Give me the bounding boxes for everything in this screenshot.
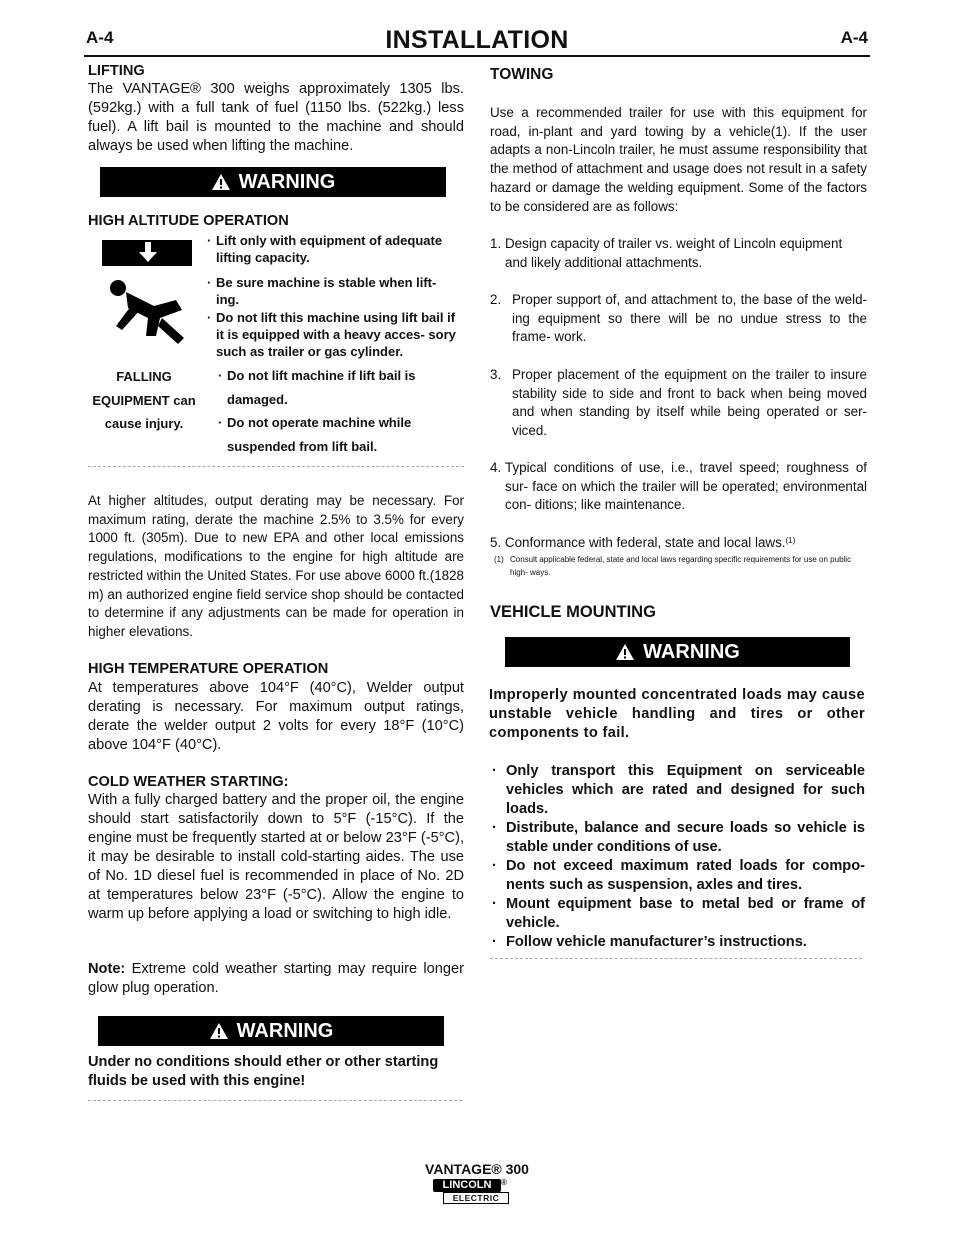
warning-label: WARNING: [238, 170, 336, 193]
section-divider: [490, 958, 862, 959]
icon-caption-line: cause injury.: [104, 416, 184, 431]
page-number-left: A-4: [86, 28, 114, 47]
page-number-right: A-4: [840, 28, 868, 47]
footnote-ref: (1): [785, 536, 796, 545]
page-title: INSTALLATION: [385, 26, 569, 54]
note-text: Extreme cold weather starting may require longer glow plug operation.: [88, 961, 464, 996]
section-divider: [88, 466, 464, 467]
towing-item: 4. Typical conditions of use, i.e., travel speed; roughness of sur- face on which the trailer will be operated; environmental con- ditions; like maintenance.: [490, 460, 867, 513]
vehicle-warning-bullets: [492, 762, 865, 952]
warning-label: WARNING: [643, 640, 740, 663]
towing-item: 5. Conformance with federal, state and local laws.$^{(1)}$: [490, 535, 796, 550]
vehicle-warning-text: Improperly mounted concentrated loads may cause unstable vehicle handling and tires or other components to fail.: [489, 687, 865, 741]
vehicle-mounting-heading: VEHICLE MOUNTING: [490, 603, 656, 621]
towing-item: 1. Design capacity of trailer vs. weight of Lincoln equipment and likely additional attachments.: [490, 236, 843, 270]
list-item: · Do not lift this machine using lift bail if it is equipped with a heavy acces- sory such as trailer or gas cylinder.: [207, 310, 456, 359]
list-item: · Be sure machine is stable when lift- ing.: [207, 275, 437, 307]
lincoln-electric-logo: [433, 1179, 509, 1206]
cold-weather-heading: COLD WEATHER STARTING:: [88, 774, 289, 790]
lifting-warning-bullets: [207, 232, 462, 364]
list-item: · Distribute, balance and secure loads so vehicle is stable under conditions of use.: [492, 820, 865, 855]
list-item: · Do not lift machine if lift bail is damaged.: [218, 368, 416, 407]
logo-bottom: ELECTRIC: [443, 1192, 509, 1204]
icon-caption-line: FALLING: [116, 369, 172, 384]
icon-caption: [88, 365, 200, 436]
logo-registered: ®: [501, 1178, 507, 1187]
towing-item: 2. Proper support of, and attachment to, the base of the weld- ing equipment so there will be no undue stress to the frame- work.: [490, 292, 867, 345]
list-item: · Only transport this Equipment on serviceable vehicles which are rated and designed for such loads.: [492, 763, 865, 817]
cold-weather-body: With a fully charged battery and the proper oil, the engine should start satisfactorily down to 5°F (-15°C). If the engine must be frequently started at or below 23°F (-5°C), it may be desirable to install cold-starting aides. The use of No. 1D diesel fuel is recommended in place of No. 2D at temperatures below 23°F (-5°C). Allow the engine to warm up before applying a load or switching to high idle.: [88, 792, 464, 922]
list-item: · Lift only with equipment of adequate lifting capacity.: [207, 233, 443, 265]
altitude-body: At higher altitudes, output derating may be necessary. For maximum rating, derate the machine 2.5% to 3.5% for every 1000 ft. (305m). Due to new EPA and other local emissions regulations, modifications to the engine for high altitude are restricted within the United States. For use above 6000 ft.(1828 m) an authorized engine field service shop should be contacted to determine if any adjustments can be made for operation in higher elevations.: [88, 493, 464, 639]
list-item: · Do not exceed maximum rated loads for compo- nents such as suspension, axles and tires.: [492, 858, 865, 893]
logo-top: LINCOLN: [433, 1179, 501, 1192]
towing-footnote: (1) Consult applicable federal, state and local laws regarding specific requirements for use on public high- ways.: [494, 555, 852, 577]
icon-caption-line: EQUIPMENT can: [92, 392, 196, 408]
note-label: Note:: [88, 961, 126, 977]
towing-intro: Use a recommended trailer for use with this equipment for road, in-plant and yard towing by a vehicle(1). If the user adapts a non-Lincoln trailer, he must assume responsibility that the method of attachment and usage does not result in a safety hazard or damage the welding equipment. Some of the factors to be considered are as follows:: [490, 105, 867, 214]
warning-triangle-icon: [209, 1022, 229, 1040]
warning-triangle-icon: [211, 173, 231, 191]
list-item: · Follow vehicle manufacturer’s instructions.: [492, 934, 807, 950]
cold-weather-note: [88, 960, 464, 998]
falling-equipment-icon: [102, 240, 194, 350]
list-item: · Do not operate machine while suspended from lift bail.: [218, 415, 412, 454]
section-divider: [88, 1100, 462, 1101]
warning-triangle-icon: [615, 643, 635, 661]
footer-model: VANTAGE® 300: [425, 1161, 529, 1177]
warning-banner-ether: [98, 1016, 444, 1046]
warning-label: WARNING: [236, 1019, 334, 1042]
list-item: · Mount equipment base to metal bed or frame of vehicle.: [492, 896, 865, 931]
warning-banner-vehicle: [505, 637, 850, 667]
high-altitude-heading: HIGH ALTITUDE OPERATION: [88, 213, 289, 229]
high-temperature-body: At temperatures above 104°F (40°C), Welder output derating is necessary. For maximum output ratings, derate the welder output 2 volts for every 18°F (10°C) above 104°F (40°C).: [88, 680, 464, 753]
lifting-warning-bullets-2: [218, 364, 448, 458]
warning-banner-lifting: [100, 167, 446, 197]
towing-heading: TOWING: [490, 66, 554, 83]
lifting-body: The VANTAGE® 300 weighs approximately 1305 lbs. (592kg.) with a full tank of fuel (1150 lbs. (522kg.) less fuel). A lift bail is mounted to the machine and should always be used when lifting the machine.: [88, 81, 464, 154]
towing-item: 3. Proper placement of the equipment on the trailer to insure stability side to side and front to back when being moved and when standing by itself while being operated or ser- viced.: [490, 367, 867, 439]
ether-warning-text: Under no conditions should ether or other starting fluids be used with this engine!: [88, 1054, 439, 1089]
lifting-heading: LIFTING: [88, 63, 145, 79]
header-rule: [84, 55, 870, 57]
high-temperature-heading: HIGH TEMPERATURE OPERATION: [88, 661, 329, 677]
